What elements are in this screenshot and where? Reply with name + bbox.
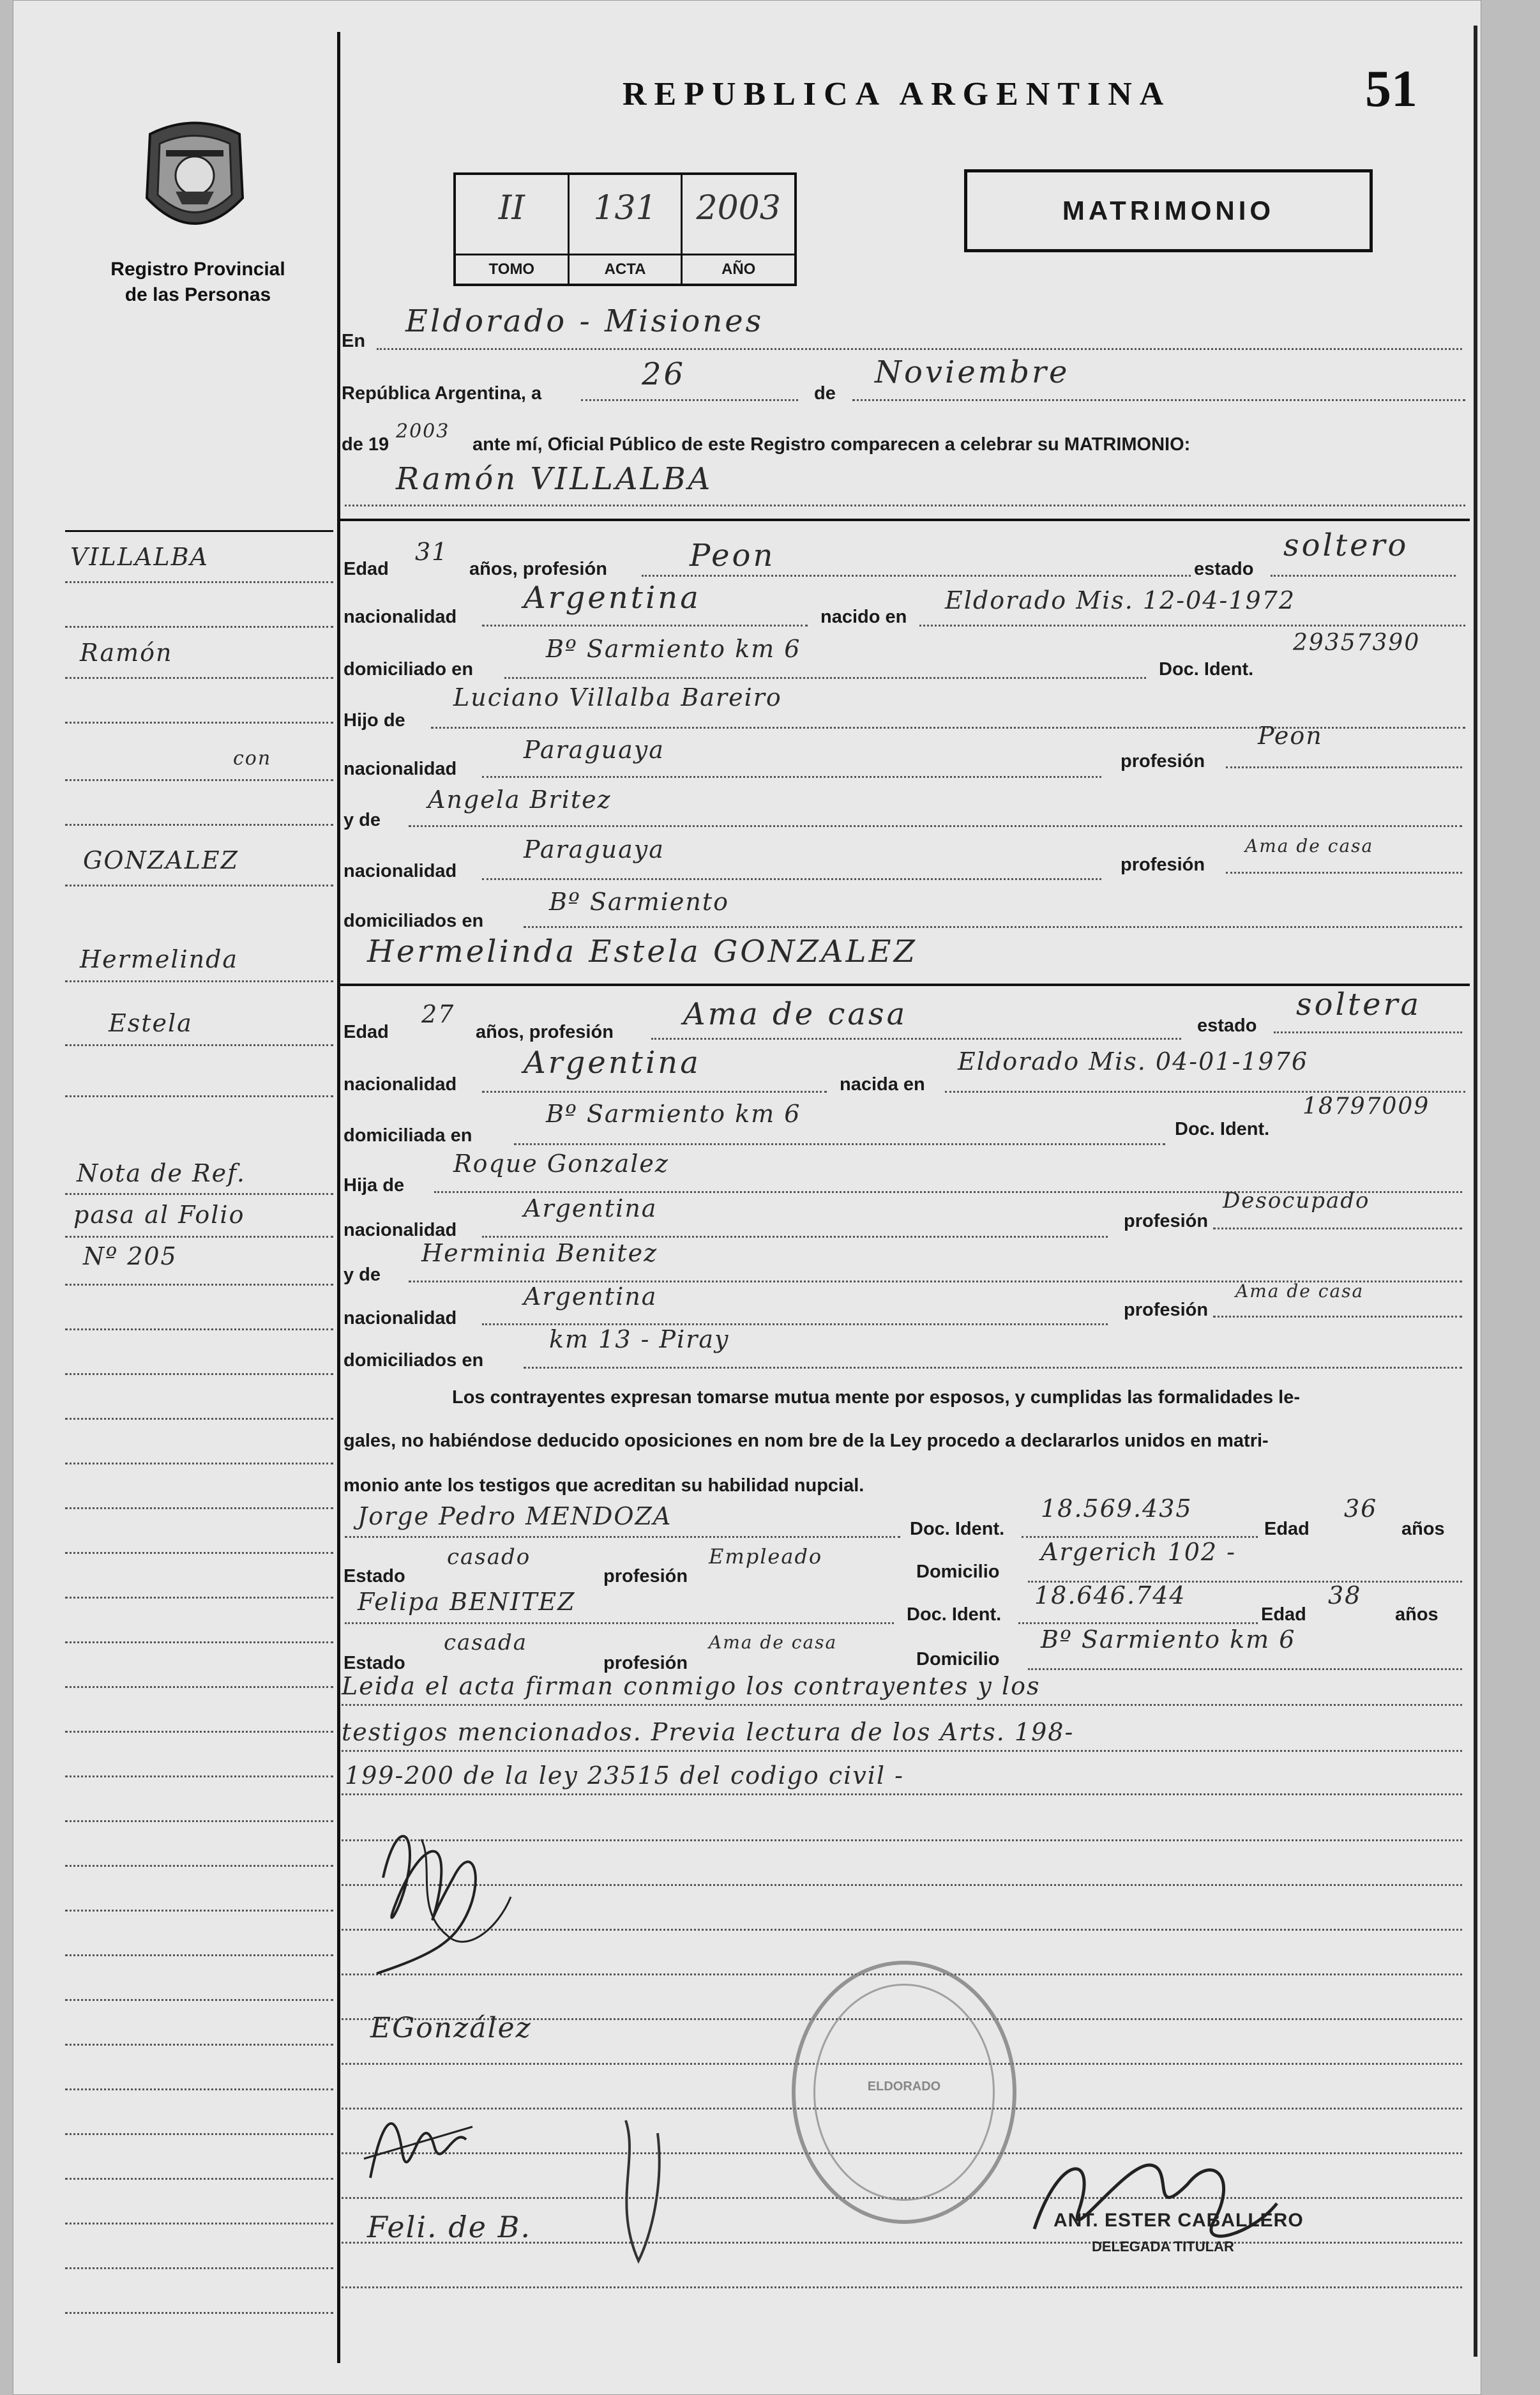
margin-con: con bbox=[233, 747, 272, 770]
bride-profession: Ama de casa bbox=[683, 996, 908, 1032]
groom-mother-profession: Ama de casa bbox=[1245, 835, 1374, 856]
witness2-name: Felipa BENITEZ bbox=[358, 1588, 576, 1616]
bride-hija-label: Hija de bbox=[343, 1175, 405, 1196]
bride-nacida-label: nacida en bbox=[840, 1074, 925, 1095]
groom-age: 31 bbox=[415, 538, 449, 566]
groom-nat-label: nacionalidad bbox=[343, 607, 457, 627]
tomo-cell bbox=[456, 175, 570, 284]
bride-parents-dom-label: domiciliados en bbox=[343, 1350, 484, 1371]
province-seal-icon bbox=[137, 115, 252, 243]
ante-text: ante mí, Oficial Público de este Registro comparecen a celebrar su MATRIMONIO: bbox=[472, 434, 1191, 455]
note-line-2: testigos mencionados. Previa lectura de los Arts. 198- bbox=[342, 1718, 1075, 1746]
anio-cell bbox=[683, 175, 794, 284]
bride-signature: EGonzález bbox=[370, 2012, 532, 2044]
witness1-prof-label: profesión bbox=[603, 1566, 688, 1586]
registry-line-2: de las Personas bbox=[125, 284, 271, 305]
groom-father: Luciano Villalba Bareiro bbox=[453, 683, 782, 711]
groom-mother-nationality: Paraguaya bbox=[524, 835, 665, 863]
witness1-doc: 18.569.435 bbox=[1041, 1494, 1193, 1523]
bride-nationality: Argentina bbox=[524, 1045, 701, 1081]
anio-value: 2003 bbox=[696, 189, 781, 227]
margin-note-2: pasa al Folio bbox=[73, 1201, 245, 1229]
page-edge bbox=[1474, 26, 1477, 2357]
witness1-dom-label: Domicilio bbox=[916, 1562, 1000, 1582]
bride-mother: Herminia Benitez bbox=[421, 1239, 658, 1267]
place-value: Eldorado - Misiones bbox=[405, 303, 764, 339]
bride-parents-address: km 13 - Piray bbox=[549, 1325, 730, 1353]
record-number-box bbox=[453, 172, 797, 286]
bride-address: Bº Sarmiento km 6 bbox=[546, 1100, 801, 1128]
registry-round-stamp bbox=[792, 1961, 1016, 2224]
groom-parents-dom-label: domiciliados en bbox=[343, 911, 484, 931]
bride-estado-label: estado bbox=[1197, 1015, 1257, 1036]
de-label: de bbox=[814, 383, 836, 404]
tomo-value: II bbox=[498, 189, 525, 227]
bride-yde-label: y de bbox=[343, 1265, 381, 1285]
groom-estado-label: estado bbox=[1194, 559, 1254, 579]
margin-given-1: Ramón bbox=[80, 639, 173, 667]
groom-doc-label: Doc. Ident. bbox=[1159, 659, 1254, 680]
witness2-estado-label: Estado bbox=[343, 1653, 405, 1673]
declaration-line-1: Los contrayentes expresan tomarse mutua mente por esposos, y cumplidas las formalidades le- bbox=[452, 1387, 1300, 1408]
tomo-label: TOMO bbox=[456, 254, 568, 284]
margin-given-2a: Hermelinda bbox=[80, 945, 239, 973]
groom-full-name: Ramón VILLALBA bbox=[396, 461, 713, 497]
witness1-address: Argerich 102 - bbox=[1041, 1538, 1237, 1566]
bride-dom-label: domiciliada en bbox=[343, 1125, 472, 1146]
groom-edad-label: Edad bbox=[343, 559, 389, 579]
witness2-prof-label: profesión bbox=[603, 1653, 688, 1673]
groom-nacido-label: nacido en bbox=[820, 607, 907, 627]
groom-status: soltero bbox=[1283, 528, 1409, 563]
groom-parents-address: Bº Sarmiento bbox=[549, 888, 730, 916]
groom-nationality: Argentina bbox=[524, 580, 701, 616]
note-line-3: 199-200 de la ley 23515 del codigo civil - bbox=[345, 1761, 905, 1790]
groom-father-profession: Peon bbox=[1258, 722, 1323, 750]
bride-anos-label: años, profesión bbox=[476, 1022, 614, 1042]
officer-title-stamp: DELEGADA TITULAR bbox=[1092, 2239, 1234, 2254]
witness2-age: 38 bbox=[1328, 1581, 1362, 1609]
acta-value: 131 bbox=[593, 189, 657, 227]
officer-name-stamp: ANT. ESTER CABALLERO bbox=[1053, 2210, 1304, 2231]
anio-label: AÑO bbox=[683, 254, 794, 284]
groom-anos-label: años, profesión bbox=[469, 559, 607, 579]
bride-doc: 18797009 bbox=[1302, 1093, 1430, 1120]
witness2-doc-label: Doc. Ident. bbox=[907, 1604, 1002, 1625]
certificate-page bbox=[13, 0, 1481, 2395]
witness2-doc: 18.646.744 bbox=[1034, 1581, 1186, 1609]
witness1-profession: Empleado bbox=[709, 1544, 823, 1569]
witness1-name: Jorge Pedro MENDOZA bbox=[358, 1502, 672, 1530]
officer-mark-icon bbox=[587, 2108, 702, 2274]
groom-birth: Eldorado Mis. 12-04-1972 bbox=[945, 586, 1296, 614]
groom-mother-prof-label: profesión bbox=[1121, 855, 1205, 875]
bride-doc-label: Doc. Ident. bbox=[1175, 1119, 1270, 1139]
bride-mother-nationality: Argentina bbox=[524, 1282, 658, 1311]
groom-profession: Peon bbox=[690, 538, 776, 574]
margin-note-3: Nº 205 bbox=[83, 1242, 177, 1270]
margin-divider bbox=[337, 32, 340, 2363]
groom-mother: Angela Britez bbox=[428, 786, 612, 814]
document-type-box: MATRIMONIO bbox=[964, 169, 1373, 252]
bride-father-nat-label: nacionalidad bbox=[343, 1220, 457, 1240]
witness2-profession: Ama de casa bbox=[709, 1632, 838, 1653]
margin-given-2b: Estela bbox=[109, 1009, 193, 1037]
groom-mother-nat-label: nacionalidad bbox=[343, 861, 457, 881]
note-line-1: Leida el acta firman conmigo los contrayentes y los bbox=[342, 1672, 1041, 1700]
en-label: En bbox=[342, 331, 366, 351]
folio-number: 51 bbox=[1365, 59, 1417, 118]
bride-mother-nat-label: nacionalidad bbox=[343, 1308, 457, 1328]
groom-yde-label: y de bbox=[343, 810, 381, 830]
declaration-line-2: gales, no habiéndose deducido oposiciones en nom bre de la Ley procedo a declararlos unidos en matri- bbox=[343, 1431, 1269, 1451]
bride-father-nationality: Argentina bbox=[524, 1194, 658, 1222]
bride-mother-profession: Ama de casa bbox=[1235, 1281, 1364, 1302]
groom-father-prof-label: profesión bbox=[1121, 751, 1205, 772]
witness2-status: casada bbox=[444, 1630, 528, 1655]
bride-father: Roque Gonzalez bbox=[453, 1150, 669, 1178]
bride-full-name: Hermelinda Estela GONZALEZ bbox=[367, 934, 917, 969]
groom-father-nationality: Paraguaya bbox=[524, 736, 665, 764]
witness1-status: casado bbox=[447, 1544, 531, 1570]
witness1-signature-icon bbox=[358, 2088, 485, 2203]
acta-cell bbox=[570, 175, 683, 284]
groom-hijo-label: Hijo de bbox=[343, 710, 405, 731]
witness2-edad-label: Edad bbox=[1261, 1604, 1306, 1625]
year-value: 2003 bbox=[396, 420, 450, 443]
groom-doc: 29357390 bbox=[1293, 630, 1421, 656]
groom-address: Bº Sarmiento km 6 bbox=[546, 635, 801, 663]
declaration-line-3: monio ante los testigos que acreditan su habilidad nupcial. bbox=[343, 1475, 864, 1496]
bride-father-profession: Desocupado bbox=[1223, 1188, 1370, 1213]
witness2-signature: Feli. de B. bbox=[367, 2210, 532, 2244]
bride-edad-label: Edad bbox=[343, 1022, 389, 1042]
bride-status: soltera bbox=[1296, 987, 1422, 1023]
bride-nat-label: nacionalidad bbox=[343, 1074, 457, 1095]
groom-dom-label: domiciliado en bbox=[343, 659, 474, 680]
margin-note-1: Nota de Ref. bbox=[77, 1159, 246, 1187]
groom-signature-icon bbox=[358, 1801, 562, 1993]
witness1-anos-label: años bbox=[1401, 1519, 1445, 1539]
witness2-dom-label: Domicilio bbox=[916, 1649, 1000, 1669]
month-value: Noviembre bbox=[875, 354, 1070, 390]
round-stamp-text: ELDORADO bbox=[867, 2079, 941, 2094]
bride-age: 27 bbox=[421, 1000, 455, 1028]
bride-mother-prof-label: profesión bbox=[1124, 1300, 1209, 1320]
registry-name bbox=[77, 257, 319, 308]
de19-label: de 19 bbox=[342, 434, 389, 455]
margin-surname-2: GONZALEZ bbox=[83, 846, 239, 874]
bride-birth: Eldorado Mis. 04-01-1976 bbox=[958, 1047, 1309, 1076]
country-title: REPUBLICA ARGENTINA bbox=[623, 76, 1172, 112]
margin-surname-1: VILLALBA bbox=[70, 543, 209, 571]
groom-father-nat-label: nacionalidad bbox=[343, 759, 457, 779]
republica-label: República Argentina, a bbox=[342, 383, 542, 404]
registry-line-1: Registro Provincial bbox=[110, 259, 285, 280]
witness1-estado-label: Estado bbox=[343, 1566, 405, 1586]
witness2-address: Bº Sarmiento km 6 bbox=[1041, 1625, 1296, 1654]
bride-father-prof-label: profesión bbox=[1124, 1211, 1209, 1231]
witness2-anos-label: años bbox=[1395, 1604, 1438, 1625]
day-value: 26 bbox=[642, 356, 686, 392]
acta-label: ACTA bbox=[570, 254, 681, 284]
witness1-age: 36 bbox=[1344, 1494, 1378, 1523]
witness1-doc-label: Doc. Ident. bbox=[910, 1519, 1005, 1539]
witness1-edad-label: Edad bbox=[1264, 1519, 1310, 1539]
